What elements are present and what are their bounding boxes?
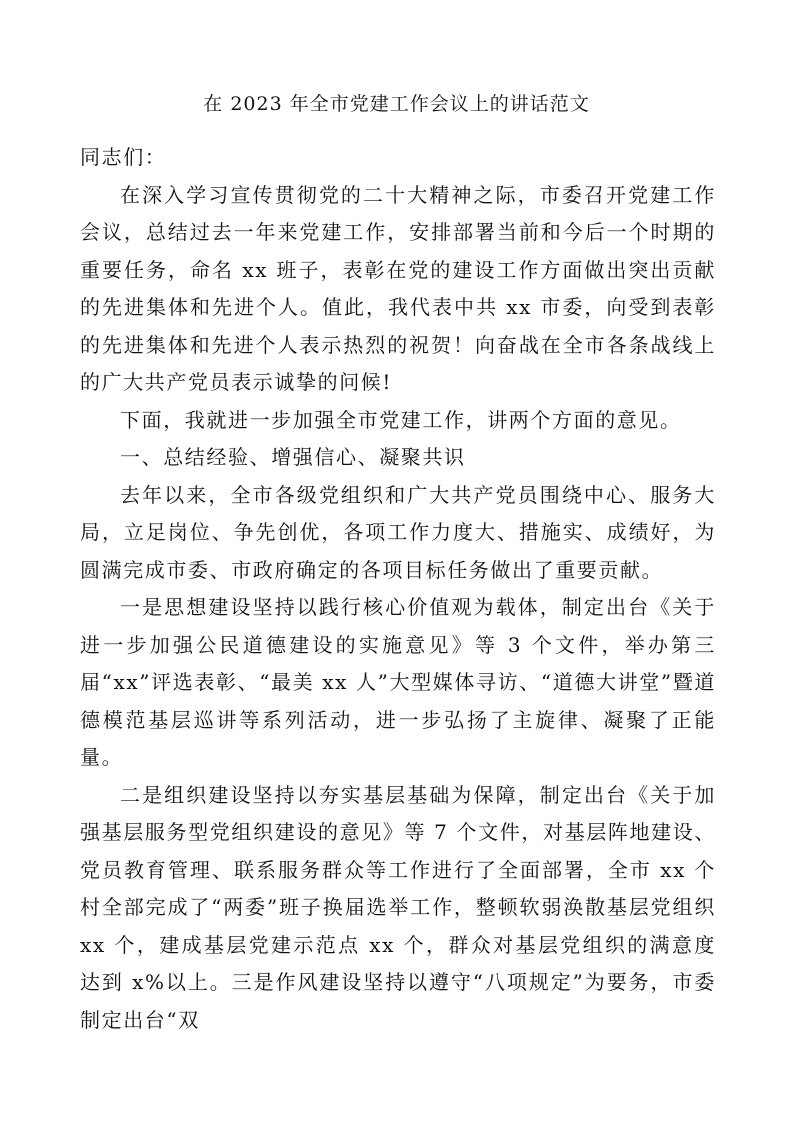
paragraph-organization: 二是组织建设坚持以夯实基层基础为保障，制定出台《关于加强基层服务型党组织建设的意见》等 7 个文件，对基层阵地建设、党员教育管理、联系服务群众等工作进行了全面部署，全市 xx 个村全部完成了“两委”班子换届选举工作，整顿软弱涣散基层党组织 xx 个，建成基层党建示范点 xx 个，群众对基层党组织的满意度达到 x%以上。三是作风建设坚持以遵守“八项规定”为要务，市委制定出台“双: [80, 782, 716, 1032]
paragraph-achievements: 去年以来，全市各级党组织和广大共产党员围绕中心、服务大局，立足岗位、争先创优，各项工作力度大、措施实、成绩好，为圆满完成市委、市政府确定的各项目标任务做出了重要贡献。: [80, 482, 716, 582]
paragraph-ideology: 一是思想建设坚持以践行核心价值观为载体，制定出台《关于进一步加强公民道德建设的实施意见》等 3 个文件，举办第三届“xx”评选表彰、“最美 xx 人”大型媒体寻访、“道德大讲堂”暨道德模范基层巡讲等系列活动，进一步弘扬了主旋律、凝聚了正能量。: [80, 595, 716, 769]
document-title: 在 2023 年全市党建工作会议上的讲话范文: [203, 93, 590, 115]
paragraph-intro: 下面，我就进一步加强全市党建工作，讲两个方面的意见。: [120, 407, 682, 432]
salutation: 同志们：: [80, 145, 167, 169]
document-body: [80, 139, 716, 1039]
paragraph-opening: 在深入学习宣传贯彻党的二十大精神之际，市委召开党建工作会议，总结过去一年来党建工作，安排部署当前和今后一个时期的重要任务，命名 xx 班子，表彰在党的建设工作方面做出突出贡献的先进集体和先进个人。值此，我代表中共 xx 市委，向受到表彰的先进集体和先进个人表示热烈的祝贺！向奋战在全市各条战线上的广大共产党员表示诚挚的问候!: [80, 182, 716, 394]
section-heading-1: 一、总结经验、增强信心、凝聚共识: [120, 445, 466, 469]
